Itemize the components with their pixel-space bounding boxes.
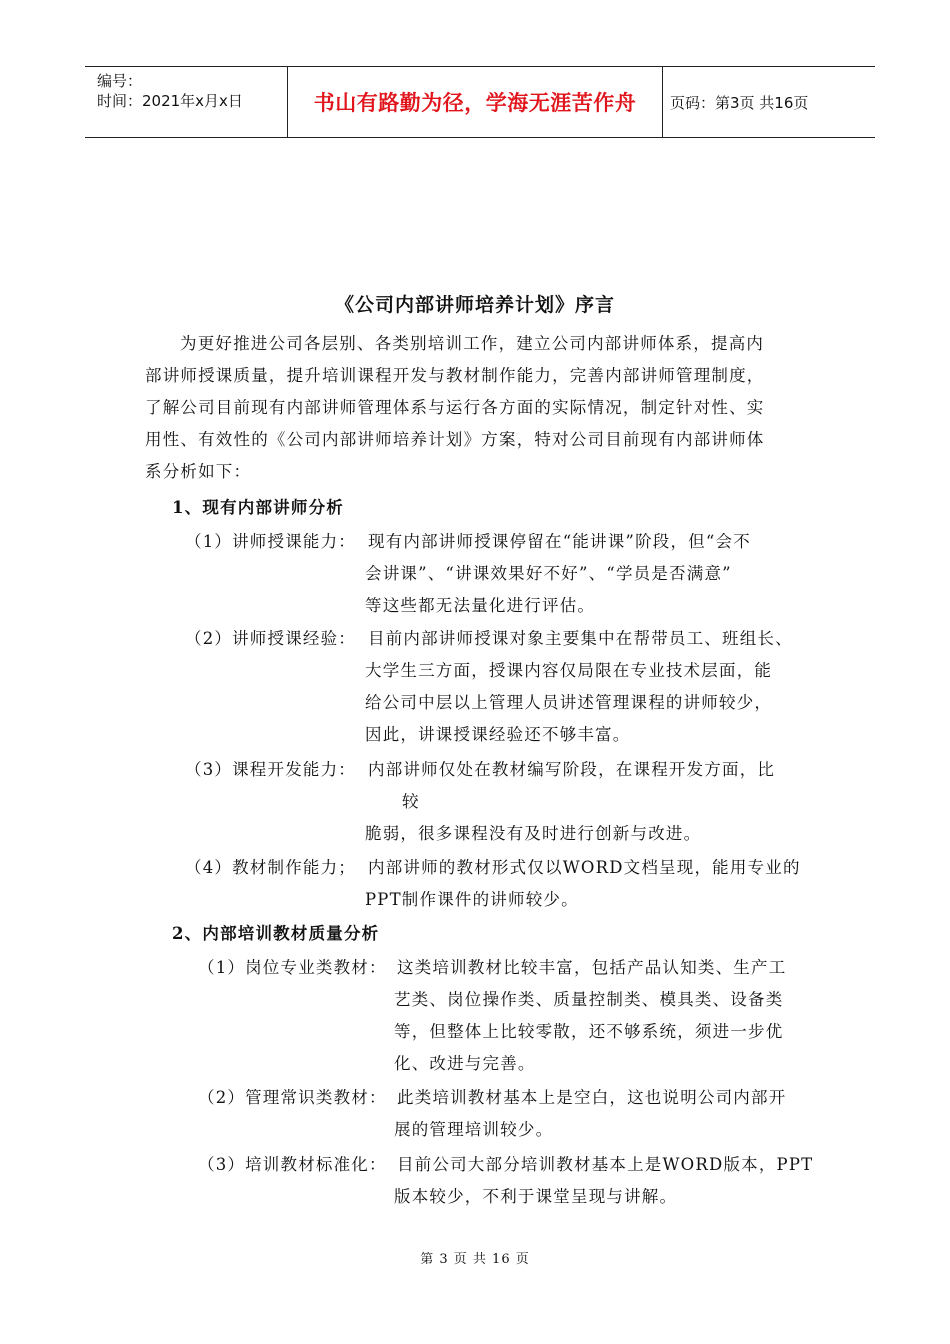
item-label: （3）课程开发能力： <box>185 760 356 779</box>
item-line: 大学生三方面，授课内容仅局限在专业技术层面，能 <box>365 661 773 680</box>
item-line: 会讲课”、“讲课效果好不好”、“学员是否满意” <box>365 564 732 583</box>
item-line: 目前内部讲师授课对象主要集中在帮带员工、班组长、 <box>368 629 793 648</box>
item-line: 此类培训教材基本上是空白，这也说明公司内部开 <box>397 1088 787 1107</box>
item-line: 现有内部讲师授课停留在“能讲课”阶段，但“会不 <box>368 532 751 551</box>
item-line: 版本较少，不利于课堂呈现与讲解。 <box>394 1187 678 1206</box>
item-line: 较 <box>402 792 420 811</box>
intro-line: 为更好推进公司各层别、各类别培训工作，建立公司内部讲师体系，提高内 <box>180 334 765 353</box>
item-line: 因此，讲课授课经验还不够丰富。 <box>365 725 631 744</box>
item-label: （2）管理常识类教材： <box>198 1088 387 1107</box>
item-line: 内部讲师仅处在教材编写阶段，在课程开发方面，比 <box>368 760 776 779</box>
item-line: 目前公司大部分培训教材基本上是WORD版本，PPT <box>397 1155 814 1174</box>
header-page-cell <box>662 67 875 137</box>
intro-line: 部讲师授课质量，提升培训课程开发与教材制作能力，完善内部讲师管理制度， <box>145 366 765 385</box>
item-line: 等这些都无法量化进行评估。 <box>365 596 596 615</box>
motto-text: 书山有路勤为径，学海无涯苦作舟 <box>313 91 637 115</box>
page-footer: 第 3 页 共 16 页 <box>420 1252 530 1267</box>
item-line: 脆弱，很多课程没有及时进行创新与改进。 <box>365 824 702 843</box>
item-line: 艺类、岗位操作类、质量控制类、模具类、设备类 <box>394 990 784 1009</box>
header-table <box>85 66 875 138</box>
time-label: 时间：2021年x月x日 <box>97 92 243 110</box>
item-label: （2）讲师授课经验： <box>185 629 356 648</box>
item-line: 展的管理培训较少。 <box>394 1120 554 1139</box>
number-label: 编号： <box>97 72 143 90</box>
header-motto-cell <box>287 67 663 137</box>
item-line: 给公司中层以上管理人员讲述管理课程的讲师较少， <box>365 693 773 712</box>
item-line: 等，但整体上比较零散，还不够系统，须进一步优 <box>394 1022 784 1041</box>
item-label: （4）教材制作能力； <box>185 858 356 877</box>
document-title: 《公司内部讲师培养计划》序言 <box>334 294 615 316</box>
item-line: PPT制作课件的讲师较少。 <box>365 890 579 909</box>
item-line: 这类培训教材比较丰富，包括产品认知类、生产工 <box>397 958 787 977</box>
item-label: （1）讲师授课能力： <box>185 532 356 551</box>
section2-heading: 2、内部培训教材质量分析 <box>172 924 380 943</box>
header-meta-cell <box>85 67 287 137</box>
item-label: （1）岗位专业类教材： <box>198 958 387 977</box>
intro-line: 用性、有效性的《公司内部讲师培养计划》方案，特对公司目前现有内部讲师体 <box>145 430 765 449</box>
page-info: 页码：第3页 共16页 <box>670 93 809 112</box>
intro-line: 系分析如下： <box>145 462 252 481</box>
intro-line: 了解公司目前现有内部讲师管理体系与运行各方面的实际情况，制定针对性、实 <box>145 398 765 417</box>
item-line: 化、改进与完善。 <box>394 1054 536 1073</box>
item-label: （3）培训教材标准化： <box>198 1155 387 1174</box>
section1-heading: 1、现有内部讲师分析 <box>172 498 344 517</box>
item-line: 内部讲师的教材形式仅以WORD文档呈现，能用专业的 <box>368 858 801 877</box>
